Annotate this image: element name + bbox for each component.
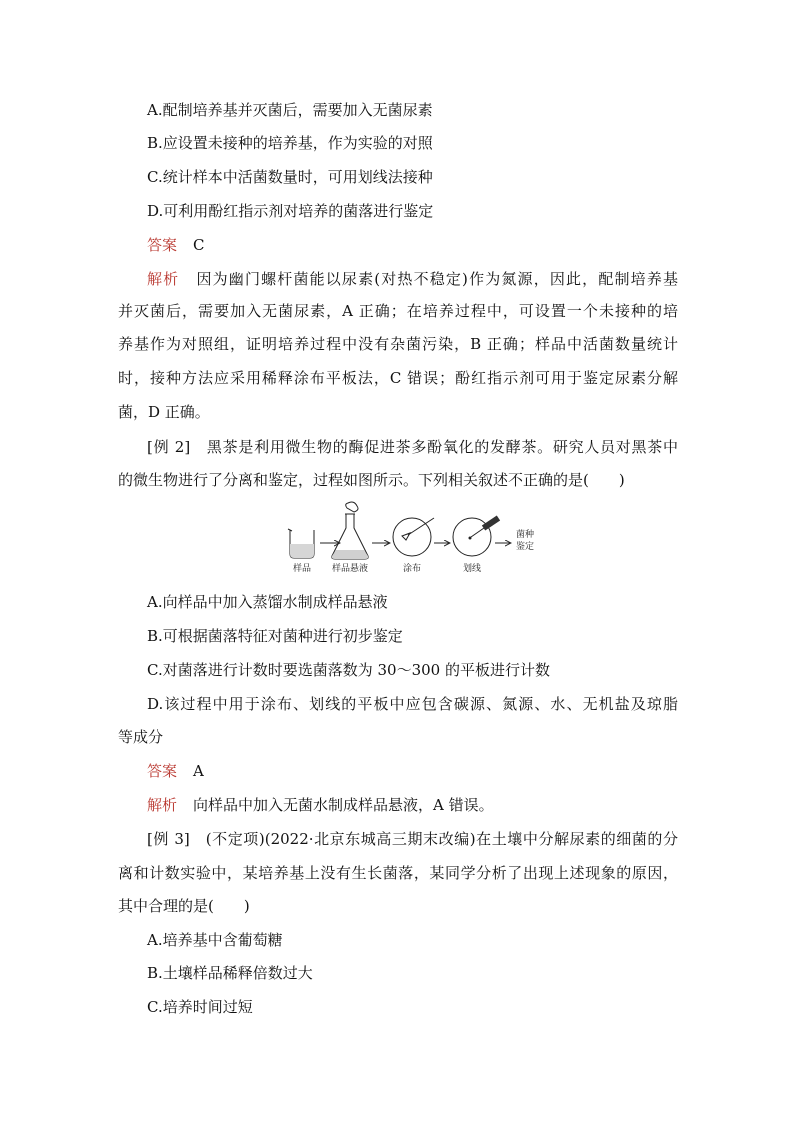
- label-strain: 菌种: [516, 530, 535, 540]
- q3-stem-line-2: 离和计数实验中，某培养基上没有生长菌落，某同学分析了出现上述现象的原因，: [118, 864, 678, 882]
- q1-analysis-line-2: 并灭菌后，需要加入无菌尿素，A 正确；在培养过程中，可设置一个未接种的培: [118, 302, 678, 320]
- q1-analysis-line-4: 时，接种方法应采用稀释涂布平板法，C 错误；酚红指示剂可用于鉴定尿素分解: [118, 369, 678, 387]
- beaker-icon: [288, 529, 314, 558]
- q3-option-c: C.培养时间过短: [147, 998, 253, 1016]
- q2-option-d-line-1: D.该过程中用于涂布、划线的平板中应包含碳源、氮源、水、无机盐及琼脂: [147, 695, 678, 713]
- label-sample-suspension: 样品悬液: [331, 564, 369, 574]
- q2-option-b: B.可根据菌落特征对菌种进行初步鉴定: [147, 627, 403, 645]
- analysis-label: 解析: [147, 796, 178, 814]
- q3-tag: [例 3]: [147, 830, 190, 848]
- q1-answer: [147, 235, 707, 255]
- q1-analysis-line-1: [147, 269, 678, 289]
- microbe-isolation-process-figure: [284, 500, 544, 578]
- flask-icon: [332, 502, 368, 559]
- q2-stem-line-2: 的微生物进行了分离和鉴定，过程如图所示。下列相关叙述不正确的是( ): [118, 471, 625, 489]
- q3-option-b: B.土壤样品稀释倍数过大: [147, 964, 313, 982]
- q1-option-d: D.可利用酚红指示剂对培养的菌落进行鉴定: [147, 202, 434, 220]
- analysis-label: 解析: [147, 270, 180, 288]
- q3-stem-text: (不定项)(2022·北京东城高三期末改编)在土壤中分解尿素的细菌的分: [205, 830, 678, 848]
- answer-label: 答案: [147, 762, 178, 780]
- analysis-text: 向样品中加入无菌水制成样品悬液，A 错误。: [193, 796, 494, 814]
- q3-stem-line-1: [147, 829, 678, 849]
- label-sample: 样品: [292, 564, 312, 574]
- spread-plate-icon: [393, 518, 434, 556]
- label-identification: 鉴定: [516, 542, 535, 552]
- q1-analysis-line-3: 养基作为对照组，证明培养过程中没有杂菌污染，B 正确；样品中活菌数量统计: [118, 335, 678, 353]
- q1-option-a: A.配制培养基并灭菌后，需要加入无菌尿素: [147, 101, 433, 119]
- q2-option-a: A.向样品中加入蒸馏水制成样品悬液: [147, 593, 388, 611]
- label-spreading: 涂布: [402, 564, 422, 574]
- streak-plate-icon: [453, 515, 500, 556]
- q1-option-b: B.应设置未接种的培养基，作为实验的对照: [147, 134, 433, 152]
- q1-option-c: C.统计样本中活菌数量时，可用划线法接种: [147, 168, 433, 186]
- analysis-text: 因为幽门螺杆菌能以尿素(对热不稳定)作为氮源，因此，配制培养基: [195, 270, 678, 288]
- q1-analysis-line-5: 菌，D 正确。: [118, 403, 210, 421]
- q2-option-d-line-2: 等成分: [118, 728, 164, 746]
- q2-stem-text: 黑茶是利用微生物的酶促进茶多酚氧化的发酵茶。研究人员对黑茶中: [206, 438, 678, 456]
- label-streaking: 划线: [462, 564, 482, 574]
- answer-value: A: [193, 762, 204, 780]
- answer-value: C: [193, 236, 205, 254]
- q2-answer: [147, 761, 707, 781]
- q2-option-c: C.对菌落进行计数时要选菌落数为 30～300 的平板进行计数: [147, 661, 550, 679]
- q3-option-a: A.培养基中含葡萄糖: [147, 931, 283, 949]
- answer-label: 答案: [147, 236, 178, 254]
- q3-stem-line-3: 其中合理的是( ): [118, 897, 250, 915]
- q2-tag: [例 2]: [147, 438, 191, 456]
- q2-stem-line-1: [147, 437, 678, 457]
- q2-analysis: [147, 795, 707, 815]
